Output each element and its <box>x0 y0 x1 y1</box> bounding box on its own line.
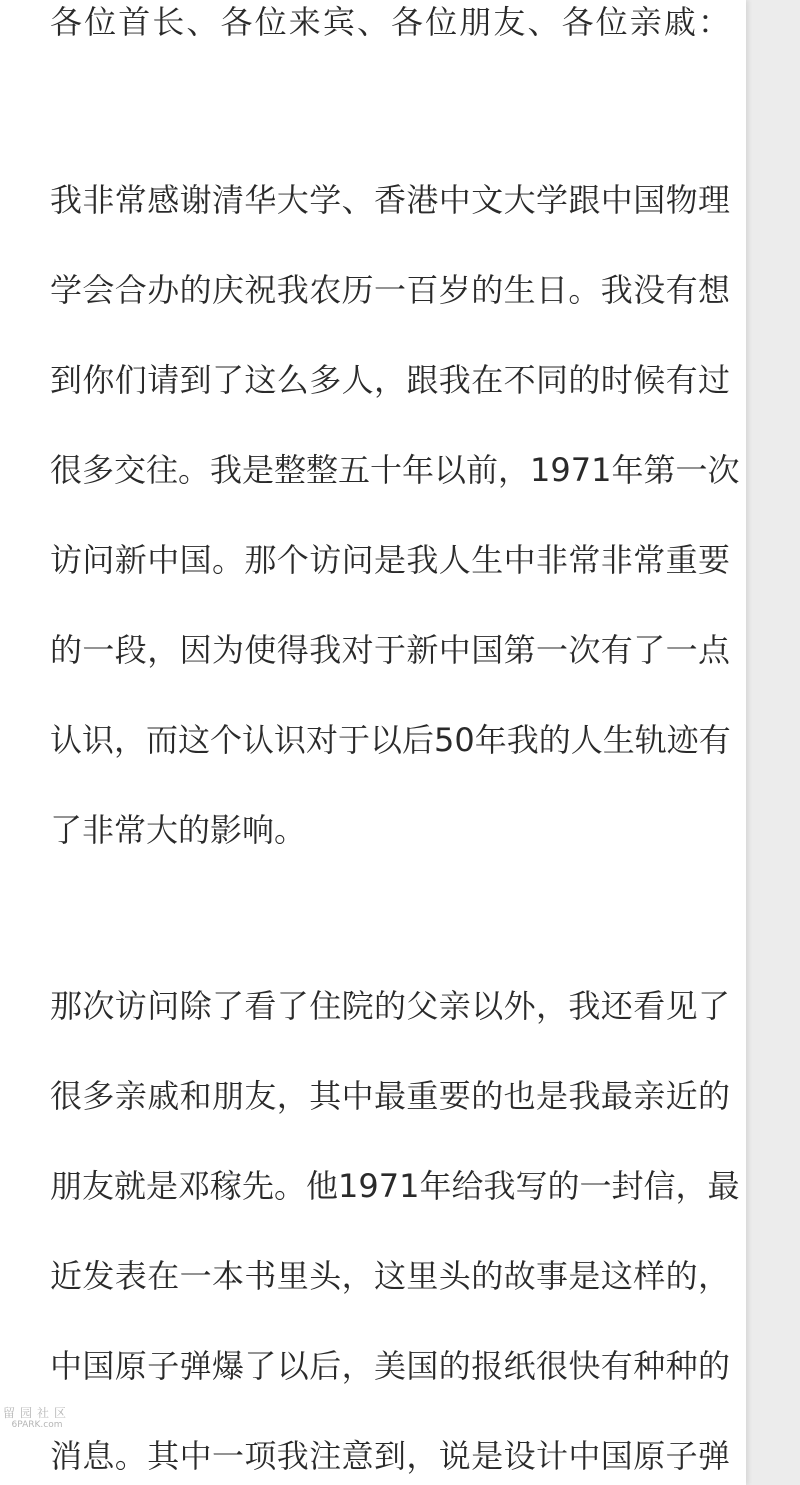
paragraph-2-line-3: 朋友就是邓稼先。他1971年给我写的一封信，最 <box>50 1167 740 1205</box>
paragraph-1-line-5: 访问新中国。那个访问是我人生中非常非常重要 <box>50 541 731 579</box>
paragraph-1-line-6: 的一段，因为使得我对于新中国第一次有了一点 <box>50 631 731 669</box>
paragraph-2-line-4: 近发表在一本书里头，这里头的故事是这样的， <box>50 1257 731 1295</box>
greeting-line: 各位首长、各位来宾、各位朋友、各位亲戚： <box>50 3 733 41</box>
paragraph-1-line-1: 我非常感谢清华大学、香港中文大学跟中国物理 <box>50 181 731 219</box>
paragraph-1-line-3: 到你们请到了这么多人，跟我在不同的时候有过 <box>50 361 731 399</box>
paragraph-1-line-7: 认识，而这个认识对于以后50年我的人生轨迹有 <box>50 721 731 759</box>
paragraph-2-line-1: 那次访问除了看了住院的父亲以外，我还看见了 <box>50 987 731 1025</box>
watermark-url: 6PARK.com <box>11 1420 63 1430</box>
paragraph-1-line-4: 很多交往。我是整整五十年以前，1971年第一次 <box>50 451 740 489</box>
watermark-logo: 留园社区 <box>2 1406 71 1420</box>
paragraph-1-line-2: 学会合办的庆祝我农历一百岁的生日。我没有想 <box>50 271 731 309</box>
paragraph-2-line-5: 中国原子弹爆了以后，美国的报纸很快有种种的 <box>50 1347 731 1385</box>
paragraph-1-line-8: 了非常大的影响。 <box>50 811 307 849</box>
watermark <box>2 1407 72 1430</box>
paragraph-2-line-6: 消息。其中一项我注意到，说是设计中国原子弹 <box>50 1437 731 1475</box>
paragraph-2-line-2: 很多亲戚和朋友，其中最重要的也是我最亲近的 <box>50 1077 731 1115</box>
